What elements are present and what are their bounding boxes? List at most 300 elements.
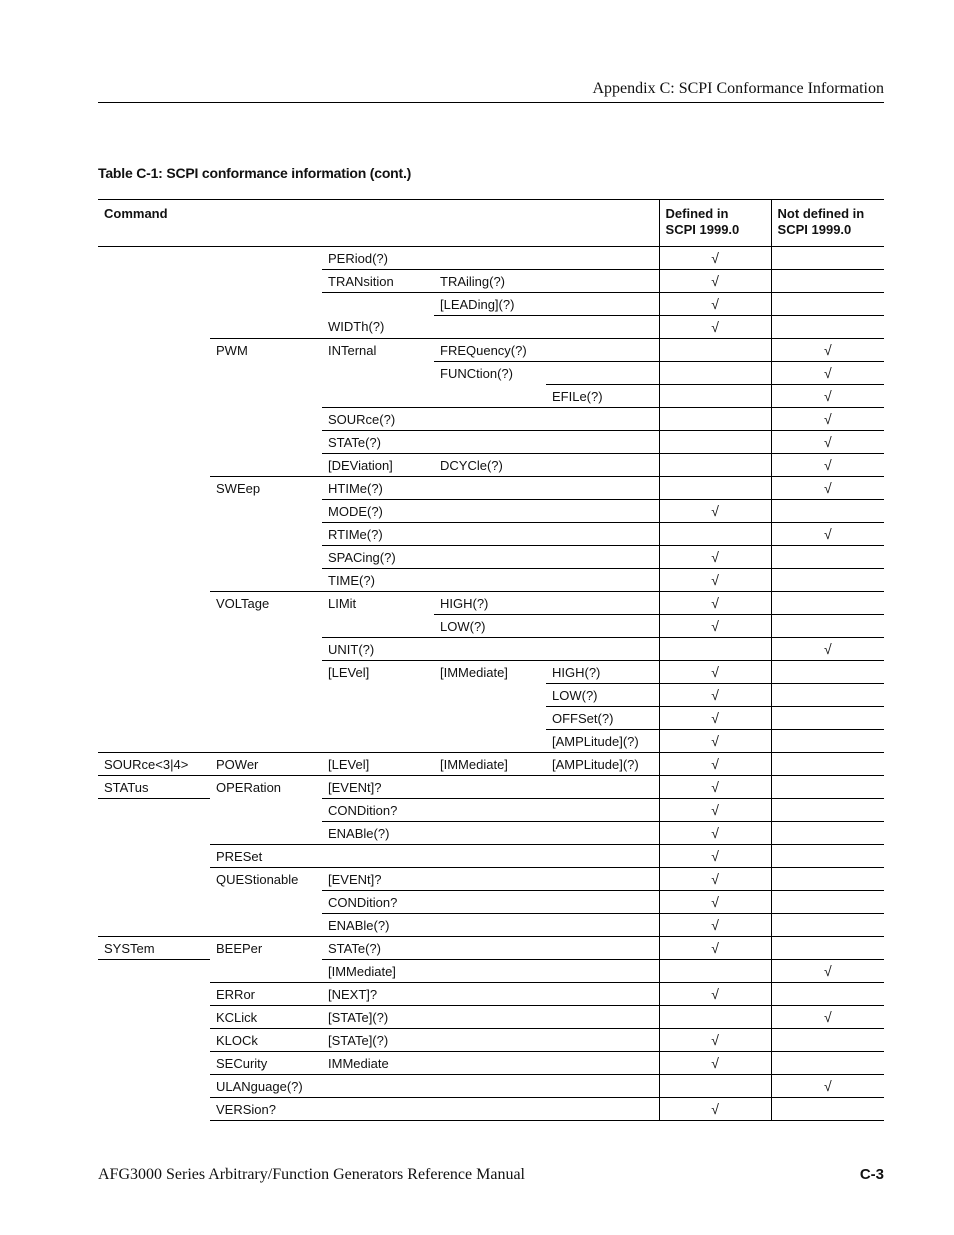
page-footer xyxy=(98,1166,884,1184)
command-level-2-cell: PWM xyxy=(216,342,248,358)
command-level-5-cell xyxy=(546,546,659,569)
table-row xyxy=(98,937,884,960)
command-level-2-cell: VOLTage xyxy=(216,595,270,611)
command-level-4-cell xyxy=(434,247,546,270)
command-level-3-cell: TIME(?) xyxy=(322,569,434,592)
command-level-4-cell: DCYCle(?) xyxy=(434,454,546,477)
table-row xyxy=(98,615,884,638)
command-level-5-cell: [AMPLitude](?) xyxy=(546,730,659,753)
defined-check-cell: √ xyxy=(659,1029,771,1052)
command-level-1-cell xyxy=(98,661,210,684)
table-header-row xyxy=(98,200,884,247)
table-row xyxy=(98,546,884,569)
not-defined-check-cell xyxy=(771,1029,884,1052)
not-defined-check-cell xyxy=(771,845,884,868)
command-level-2-cell xyxy=(210,638,322,661)
command-level-2-cell xyxy=(210,500,322,523)
command-level-4-cell xyxy=(434,960,546,983)
defined-check-cell xyxy=(659,408,771,431)
command-level-3-cell: PERiod(?) xyxy=(322,247,434,270)
table-row xyxy=(98,960,884,983)
command-level-3-cell: MODE(?) xyxy=(322,500,434,523)
table-row xyxy=(98,730,884,753)
command-level-3-cell: [NEXT]? xyxy=(322,983,434,1006)
command-level-3-cell: CONDition? xyxy=(322,891,434,914)
command-level-5-cell xyxy=(546,477,659,500)
command-level-5-cell xyxy=(546,822,659,845)
table-row xyxy=(98,339,884,362)
not-defined-check-cell xyxy=(771,500,884,523)
command-level-2-cell xyxy=(210,615,322,638)
command-level-2-cell xyxy=(210,661,322,684)
table-row xyxy=(98,431,884,454)
not-defined-check-cell xyxy=(771,868,884,891)
defined-check-cell: √ xyxy=(659,937,771,960)
command-level-5-cell xyxy=(546,362,659,385)
command-level-1-cell xyxy=(98,799,210,822)
table-row xyxy=(98,385,884,408)
not-defined-check-cell xyxy=(771,776,884,799)
command-level-4-cell xyxy=(434,983,546,1006)
defined-check-cell: √ xyxy=(659,316,771,339)
not-defined-check-cell xyxy=(771,592,884,615)
command-level-3-cell: [STATe](?) xyxy=(322,1006,434,1029)
command-level-5-cell: EFILe(?) xyxy=(546,385,659,408)
command-level-3-cell: [DEViation] xyxy=(322,454,434,477)
defined-check-cell: √ xyxy=(659,799,771,822)
defined-column-header: Defined in SCPI 1999.0 xyxy=(659,200,771,247)
command-level-3-cell xyxy=(322,362,434,385)
not-defined-check-cell xyxy=(771,937,884,960)
command-level-1-cell xyxy=(98,845,210,868)
command-level-4-cell xyxy=(434,316,546,339)
command-level-3-cell: [LEVel] xyxy=(328,664,370,680)
command-level-3-cell: SOURce(?) xyxy=(322,408,434,431)
command-level-5-cell xyxy=(546,983,659,1006)
table-row xyxy=(98,707,884,730)
table-row xyxy=(98,316,884,339)
command-level-3-cell: RTIMe(?) xyxy=(322,523,434,546)
command-level-4-cell: [LEADing](?) xyxy=(434,293,546,316)
command-level-3-cell: UNIT(?) xyxy=(322,638,434,661)
table-row xyxy=(98,638,884,661)
defined-check-cell xyxy=(659,385,771,408)
page-number: C-3 xyxy=(859,1166,884,1183)
table-row xyxy=(98,270,884,293)
scpi-conformance-table xyxy=(98,199,884,1121)
command-level-5-cell xyxy=(546,293,659,316)
table-row xyxy=(98,569,884,592)
not-defined-check-cell xyxy=(771,914,884,937)
command-level-4-cell xyxy=(434,1052,546,1075)
defined-check-cell xyxy=(659,431,771,454)
not-defined-check-cell: √ xyxy=(771,477,884,500)
command-level-4-cell: FUNCtion(?) xyxy=(440,365,513,381)
defined-check-cell xyxy=(659,1075,771,1098)
command-level-2-cell xyxy=(210,316,322,339)
command-level-2-cell: VERSion? xyxy=(210,1098,322,1121)
command-level-1-cell: SYSTem xyxy=(98,937,210,960)
command-level-4-cell xyxy=(434,891,546,914)
command-level-5-cell: HIGH(?) xyxy=(546,661,659,684)
defined-check-cell: √ xyxy=(659,753,771,776)
table-row xyxy=(98,753,884,776)
command-level-1-cell xyxy=(98,500,210,523)
command-level-5-cell xyxy=(546,776,659,799)
command-level-4-cell xyxy=(434,1098,546,1121)
command-level-5-cell xyxy=(546,638,659,661)
not-defined-check-cell: √ xyxy=(771,1075,884,1098)
command-level-3-cell: [IMMediate] xyxy=(322,960,434,983)
command-level-4-cell xyxy=(434,408,546,431)
command-level-4-cell: [IMMediate] xyxy=(434,753,546,776)
command-level-2-cell xyxy=(210,293,322,316)
table-row xyxy=(98,293,884,316)
command-level-4-cell: LOW(?) xyxy=(434,615,546,638)
command-level-3-cell xyxy=(322,615,434,638)
defined-check-cell xyxy=(659,523,771,546)
not-defined-check-cell xyxy=(771,1052,884,1075)
table-row xyxy=(98,983,884,1006)
defined-check-cell: √ xyxy=(659,684,771,707)
command-level-3-cell xyxy=(322,385,434,408)
command-level-1-cell xyxy=(98,247,210,270)
command-level-3-cell xyxy=(322,293,434,316)
command-level-2-cell: KCLick xyxy=(210,1006,322,1029)
defined-check-cell xyxy=(659,1006,771,1029)
not-defined-check-cell: √ xyxy=(771,339,884,362)
defined-check-cell: √ xyxy=(659,822,771,845)
defined-check-cell: √ xyxy=(659,247,771,270)
command-level-5-cell xyxy=(546,569,659,592)
command-level-4-cell: TRAiling(?) xyxy=(434,270,546,293)
command-level-3-cell: TRANsition xyxy=(322,270,434,293)
command-level-5-cell xyxy=(546,270,659,293)
command-level-2-cell xyxy=(210,523,322,546)
defined-check-cell: √ xyxy=(659,661,771,684)
command-level-2-cell xyxy=(210,247,322,270)
command-level-2-cell xyxy=(210,408,322,431)
command-level-4-cell xyxy=(434,1029,546,1052)
command-level-1-cell xyxy=(98,960,210,983)
defined-check-cell: √ xyxy=(659,293,771,316)
command-level-4-cell xyxy=(434,845,546,868)
command-level-3-cell: HTIMe(?) xyxy=(322,477,434,500)
defined-check-cell xyxy=(659,362,771,385)
table-row xyxy=(98,500,884,523)
command-level-3-cell: [EVENt]? xyxy=(322,776,434,799)
command-level-1-cell xyxy=(98,293,210,316)
command-level-1-cell xyxy=(98,362,210,385)
defined-check-cell xyxy=(659,339,771,362)
command-level-4-cell: [IMMediate] xyxy=(440,664,508,680)
command-level-1-cell xyxy=(98,270,210,293)
table-row xyxy=(98,891,884,914)
command-level-1-cell xyxy=(98,707,210,730)
defined-check-cell xyxy=(659,960,771,983)
command-level-2-cell: SWEep xyxy=(216,480,261,496)
command-level-4-cell xyxy=(434,868,546,891)
command-level-1-cell xyxy=(98,638,210,661)
command-level-2-cell xyxy=(210,891,322,914)
table-row xyxy=(98,408,884,431)
command-level-3-cell: STATe(?) xyxy=(322,937,434,960)
not-defined-check-cell: √ xyxy=(771,408,884,431)
command-level-4-cell xyxy=(434,477,546,500)
table-row xyxy=(98,914,884,937)
command-level-1-cell xyxy=(98,1006,210,1029)
command-column-header: Command xyxy=(98,200,659,247)
defined-check-cell: √ xyxy=(659,592,771,615)
command-level-1-cell xyxy=(98,523,210,546)
table-row xyxy=(98,684,884,707)
table-row xyxy=(98,776,884,799)
command-level-2-cell: PRESet xyxy=(210,845,322,868)
not-defined-check-cell: √ xyxy=(771,385,884,408)
command-level-3-cell: ENABle(?) xyxy=(322,822,434,845)
defined-check-cell: √ xyxy=(659,569,771,592)
command-level-1-cell xyxy=(98,1098,210,1121)
command-level-5-cell xyxy=(546,592,659,615)
command-level-4-cell xyxy=(434,730,546,753)
table-row xyxy=(98,868,884,891)
command-level-4-cell xyxy=(434,546,546,569)
table-row xyxy=(98,1029,884,1052)
not-defined-column-header: Not defined in SCPI 1999.0 xyxy=(771,200,884,247)
command-level-1-cell: SOURce<3|4> xyxy=(98,753,210,776)
command-level-3-cell: IMMediate xyxy=(322,1052,434,1075)
command-level-5-cell xyxy=(546,339,659,362)
command-level-2-cell xyxy=(210,707,322,730)
command-level-2-cell xyxy=(210,270,322,293)
command-level-5-cell xyxy=(546,316,659,339)
command-level-3-cell xyxy=(322,845,434,868)
table-row xyxy=(98,247,884,270)
command-level-2-cell xyxy=(210,454,322,477)
command-level-1-cell xyxy=(98,1075,210,1098)
command-level-1-cell xyxy=(98,983,210,1006)
command-level-1-cell xyxy=(98,891,210,914)
manual-title: AFG3000 Series Arbitrary/Function Generators Reference Manual xyxy=(98,1166,525,1183)
command-level-5-cell: LOW(?) xyxy=(546,684,659,707)
not-defined-check-cell: √ xyxy=(771,523,884,546)
command-level-4-cell xyxy=(434,937,546,960)
command-level-2-cell xyxy=(210,569,322,592)
command-level-3-cell: ENABle(?) xyxy=(322,914,434,937)
command-level-2-cell: KLOCk xyxy=(210,1029,322,1052)
table-row xyxy=(98,661,884,684)
command-level-2-cell xyxy=(210,362,322,385)
defined-check-cell: √ xyxy=(659,983,771,1006)
command-level-4-cell xyxy=(434,569,546,592)
command-level-1-cell xyxy=(98,730,210,753)
table-row xyxy=(98,1006,884,1029)
command-level-2-cell xyxy=(210,960,322,983)
defined-check-cell: √ xyxy=(659,500,771,523)
command-level-3-cell: WIDTh(?) xyxy=(322,316,434,339)
not-defined-check-cell: √ xyxy=(771,431,884,454)
header-title: Appendix C: SCPI Conformance Information xyxy=(592,80,884,97)
defined-check-cell: √ xyxy=(659,707,771,730)
defined-check-cell: √ xyxy=(659,615,771,638)
command-level-5-cell xyxy=(546,500,659,523)
not-defined-check-cell xyxy=(771,983,884,1006)
command-level-4-cell xyxy=(434,385,546,408)
command-level-5-cell xyxy=(546,1075,659,1098)
command-level-4-cell: FREQuency(?) xyxy=(434,339,546,362)
command-level-5-cell xyxy=(546,799,659,822)
command-level-1-cell xyxy=(98,592,210,615)
not-defined-check-cell xyxy=(771,569,884,592)
command-level-3-cell: SPACing(?) xyxy=(322,546,434,569)
command-level-1-cell xyxy=(98,868,210,891)
not-defined-check-cell xyxy=(771,615,884,638)
command-level-2-cell: OPERation xyxy=(216,779,282,795)
command-level-2-cell xyxy=(210,799,322,822)
command-level-4-cell xyxy=(434,1075,546,1098)
command-level-3-cell xyxy=(322,684,434,707)
command-level-1-cell xyxy=(98,1029,210,1052)
table-row xyxy=(98,592,884,615)
defined-check-cell: √ xyxy=(659,914,771,937)
command-level-2-cell: QUEStionable xyxy=(216,871,299,887)
command-level-5-cell xyxy=(546,937,659,960)
command-level-4-cell xyxy=(434,822,546,845)
command-level-4-cell xyxy=(434,914,546,937)
command-level-3-cell xyxy=(322,707,434,730)
command-level-2-cell xyxy=(210,431,322,454)
command-level-4-cell xyxy=(434,431,546,454)
command-level-3-cell: INTernal xyxy=(328,342,377,358)
table-row xyxy=(98,799,884,822)
command-level-1-cell xyxy=(98,615,210,638)
not-defined-check-cell xyxy=(771,661,884,684)
defined-check-cell: √ xyxy=(659,546,771,569)
not-defined-check-cell xyxy=(771,707,884,730)
not-defined-check-cell xyxy=(771,316,884,339)
command-level-5-cell xyxy=(546,523,659,546)
command-level-2-cell xyxy=(210,385,322,408)
command-level-5-cell xyxy=(546,408,659,431)
command-level-1-cell xyxy=(98,546,210,569)
command-level-4-cell xyxy=(434,638,546,661)
command-level-4-cell xyxy=(434,799,546,822)
command-level-5-cell xyxy=(546,1006,659,1029)
defined-check-cell: √ xyxy=(659,1052,771,1075)
table-title: Table C-1: SCPI conformance information (cont.) xyxy=(98,165,412,181)
command-level-5-cell xyxy=(546,615,659,638)
command-level-3-cell: STATe(?) xyxy=(322,431,434,454)
command-level-5-cell xyxy=(546,914,659,937)
not-defined-check-cell xyxy=(771,247,884,270)
command-level-5-cell xyxy=(546,431,659,454)
not-defined-check-cell xyxy=(771,270,884,293)
not-defined-check-cell xyxy=(771,1098,884,1121)
command-level-2-cell xyxy=(210,546,322,569)
defined-check-cell: √ xyxy=(659,891,771,914)
command-level-1-cell xyxy=(98,408,210,431)
command-level-3-cell: [EVENt]? xyxy=(322,868,434,891)
defined-check-cell: √ xyxy=(659,868,771,891)
command-level-2-cell: SECurity xyxy=(210,1052,322,1075)
table-row xyxy=(98,362,884,385)
command-level-1-cell xyxy=(98,385,210,408)
not-defined-check-cell: √ xyxy=(771,362,884,385)
command-level-5-cell xyxy=(546,891,659,914)
command-level-4-cell xyxy=(434,707,546,730)
not-defined-check-cell: √ xyxy=(771,638,884,661)
command-level-1-cell xyxy=(98,316,210,339)
not-defined-check-cell xyxy=(771,753,884,776)
table-row xyxy=(98,1052,884,1075)
command-level-3-cell xyxy=(322,1098,434,1121)
command-level-5-cell xyxy=(546,1098,659,1121)
command-level-1-cell xyxy=(98,569,210,592)
defined-check-cell xyxy=(659,454,771,477)
command-level-2-cell: POWer xyxy=(210,753,322,776)
command-level-4-cell xyxy=(434,776,546,799)
table-row xyxy=(98,822,884,845)
command-level-4-cell xyxy=(434,523,546,546)
not-defined-check-cell xyxy=(771,293,884,316)
command-level-5-cell xyxy=(546,247,659,270)
command-level-1-cell xyxy=(98,1052,210,1075)
not-defined-check-cell xyxy=(771,730,884,753)
table-row xyxy=(98,1098,884,1121)
command-level-5-cell xyxy=(546,845,659,868)
command-level-1-cell xyxy=(98,454,210,477)
command-level-2-cell: ERRor xyxy=(210,983,322,1006)
command-level-2-cell: BEEPer xyxy=(216,940,263,956)
not-defined-check-cell xyxy=(771,546,884,569)
command-level-3-cell xyxy=(322,730,434,753)
command-level-3-cell: LIMit xyxy=(328,595,357,611)
command-level-2-cell xyxy=(210,730,322,753)
table-row xyxy=(98,454,884,477)
page-header xyxy=(98,80,884,103)
not-defined-check-cell: √ xyxy=(771,1006,884,1029)
command-level-4-cell xyxy=(434,500,546,523)
defined-check-cell: √ xyxy=(659,1098,771,1121)
command-level-4-cell: HIGH(?) xyxy=(434,592,546,615)
command-level-2-cell xyxy=(210,822,322,845)
command-level-4-cell xyxy=(434,1006,546,1029)
defined-check-cell xyxy=(659,638,771,661)
command-level-5-cell: OFFSet(?) xyxy=(546,707,659,730)
command-level-1-cell xyxy=(98,431,210,454)
not-defined-check-cell xyxy=(771,891,884,914)
table-row xyxy=(98,1075,884,1098)
command-level-5-cell xyxy=(546,454,659,477)
command-level-5-cell xyxy=(546,960,659,983)
command-level-3-cell xyxy=(322,1075,434,1098)
table-row xyxy=(98,845,884,868)
command-level-1-cell: STATus xyxy=(98,776,210,799)
not-defined-check-cell xyxy=(771,822,884,845)
command-level-1-cell xyxy=(98,339,210,362)
not-defined-check-cell xyxy=(771,799,884,822)
defined-check-cell: √ xyxy=(659,730,771,753)
command-level-4-cell xyxy=(434,684,546,707)
table-row xyxy=(98,477,884,500)
command-level-3-cell: [LEVel] xyxy=(322,753,434,776)
command-level-2-cell xyxy=(210,684,322,707)
command-level-5-cell: [AMPLitude](?) xyxy=(546,753,659,776)
not-defined-check-cell: √ xyxy=(771,960,884,983)
defined-check-cell: √ xyxy=(659,270,771,293)
command-level-1-cell xyxy=(98,822,210,845)
defined-check-cell xyxy=(659,477,771,500)
